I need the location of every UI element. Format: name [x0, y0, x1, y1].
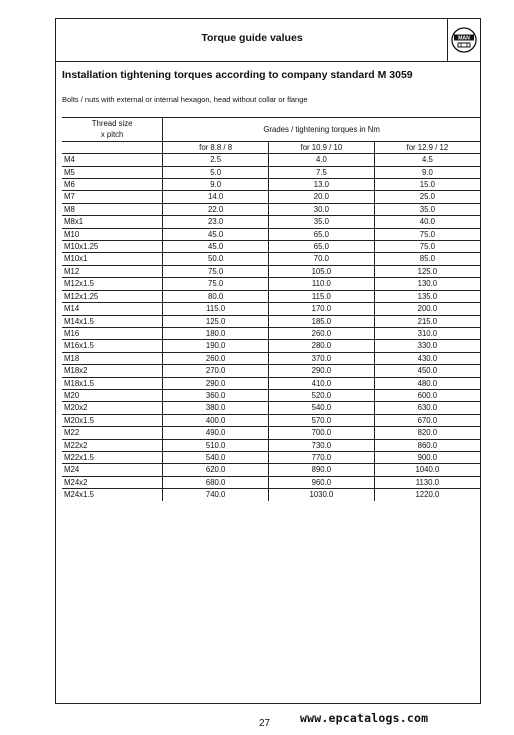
torque-value-cell: 75.0: [374, 241, 480, 253]
torque-value-cell: 23.0: [163, 216, 269, 228]
torque-value-cell: 215.0: [374, 315, 480, 327]
torque-value-cell: 9.0: [163, 179, 269, 191]
thread-size-cell: M18x1.5: [62, 377, 163, 389]
table-row: [62, 166, 480, 178]
table-row: [62, 191, 480, 203]
torque-value-cell: 410.0: [269, 377, 375, 389]
thread-size-cell: M22x2: [62, 439, 163, 451]
torque-value-cell: 14.0: [163, 191, 269, 203]
torque-value-cell: 110.0: [269, 278, 375, 290]
man-logo-icon: [451, 26, 477, 54]
thread-size-cell: M18: [62, 352, 163, 364]
torque-value-cell: 890.0: [269, 464, 375, 476]
table-row: [62, 303, 480, 315]
torque-value-cell: 770.0: [269, 451, 375, 463]
torque-value-cell: 700.0: [269, 427, 375, 439]
torque-value-cell: 280.0: [269, 340, 375, 352]
torque-value-cell: 360.0: [163, 389, 269, 401]
table-row: [62, 216, 480, 228]
thread-size-header: [62, 118, 163, 142]
table-row: [62, 489, 480, 501]
page-number: 27: [259, 718, 271, 729]
torque-value-cell: 900.0: [374, 451, 480, 463]
torque-value-cell: 510.0: [163, 439, 269, 451]
grade-header-12-9: for 12.9 / 12: [374, 141, 480, 153]
thread-size-cell: M24x1.5: [62, 489, 163, 501]
thread-size-cell: M14: [62, 303, 163, 315]
torque-value-cell: 35.0: [269, 216, 375, 228]
table-row: [62, 241, 480, 253]
table-row: [62, 414, 480, 426]
table-row: [62, 265, 480, 277]
torque-table-body: [62, 154, 480, 501]
table-row: [62, 451, 480, 463]
torque-value-cell: 15.0: [374, 179, 480, 191]
torque-value-cell: 290.0: [163, 377, 269, 389]
torque-value-cell: 600.0: [374, 389, 480, 401]
thread-size-cell: M12x1.25: [62, 290, 163, 302]
torque-value-cell: 75.0: [163, 278, 269, 290]
torque-value-cell: 115.0: [163, 303, 269, 315]
torque-value-cell: 960.0: [269, 476, 375, 488]
torque-value-cell: 190.0: [163, 340, 269, 352]
torque-value-cell: 450.0: [374, 365, 480, 377]
torque-table: [62, 117, 480, 501]
pitch-label: x pitch: [100, 130, 124, 140]
thread-size-cell: M24x2: [62, 476, 163, 488]
torque-value-cell: 9.0: [374, 166, 480, 178]
table-row: [62, 179, 480, 191]
table-row: [62, 315, 480, 327]
thread-size-cell: M12: [62, 265, 163, 277]
torque-value-cell: 4.5: [374, 154, 480, 166]
man-logo: [447, 19, 481, 61]
torque-value-cell: 50.0: [163, 253, 269, 265]
torque-value-cell: 400.0: [163, 414, 269, 426]
torque-value-cell: 730.0: [269, 439, 375, 451]
grade-header-8-8: for 8.8 / 8: [163, 141, 269, 153]
table-row: [62, 439, 480, 451]
thread-size-cell: M24: [62, 464, 163, 476]
watermark: www.epcatalogs.com: [300, 711, 429, 725]
torque-value-cell: 1040.0: [374, 464, 480, 476]
table-row: [62, 154, 480, 166]
thread-size-cell: M8: [62, 203, 163, 215]
page-header: [56, 19, 480, 62]
thread-size-cell: M18x2: [62, 365, 163, 377]
torque-value-cell: 620.0: [163, 464, 269, 476]
torque-value-cell: 135.0: [374, 290, 480, 302]
torque-value-cell: 4.0: [269, 154, 375, 166]
torque-value-cell: 75.0: [374, 228, 480, 240]
page-frame: [55, 18, 481, 704]
table-row: [62, 290, 480, 302]
torque-value-cell: 670.0: [374, 414, 480, 426]
torque-value-cell: 180.0: [163, 327, 269, 339]
header-blank-cell: [62, 141, 163, 153]
table-row: [62, 377, 480, 389]
thread-size-cell: M10x1.25: [62, 241, 163, 253]
table-row: [62, 203, 480, 215]
thread-size-cell: M8x1: [62, 216, 163, 228]
section-subtitle: Bolts / nuts with external or internal hexagon, head without collar or flange: [62, 95, 308, 104]
thread-size-cell: M5: [62, 166, 163, 178]
torque-value-cell: 860.0: [374, 439, 480, 451]
table-row: [62, 365, 480, 377]
torque-value-cell: 1220.0: [374, 489, 480, 501]
torque-value-cell: 115.0: [269, 290, 375, 302]
torque-value-cell: 430.0: [374, 352, 480, 364]
torque-value-cell: 260.0: [269, 327, 375, 339]
torque-value-cell: 310.0: [374, 327, 480, 339]
torque-value-cell: 5.0: [163, 166, 269, 178]
torque-value-cell: 370.0: [269, 352, 375, 364]
thread-size-cell: M16: [62, 327, 163, 339]
thread-size-cell: M7: [62, 191, 163, 203]
torque-value-cell: 65.0: [269, 241, 375, 253]
thread-size-cell: M22x1.5: [62, 451, 163, 463]
torque-value-cell: 540.0: [163, 451, 269, 463]
thread-size-cell: M20: [62, 389, 163, 401]
thread-size-cell: M14x1.5: [62, 315, 163, 327]
torque-value-cell: 740.0: [163, 489, 269, 501]
torque-value-cell: 130.0: [374, 278, 480, 290]
section-title: Installation tightening torques according to company standard M 3059: [62, 69, 413, 81]
grades-header: Grades / tightening torques in Nm: [163, 118, 480, 142]
torque-value-cell: 125.0: [163, 315, 269, 327]
torque-value-cell: 200.0: [374, 303, 480, 315]
table-row: [62, 389, 480, 401]
torque-value-cell: 270.0: [163, 365, 269, 377]
table-row: [62, 464, 480, 476]
thread-size-label: Thread size: [91, 119, 133, 128]
torque-value-cell: 2.5: [163, 154, 269, 166]
torque-value-cell: 480.0: [374, 377, 480, 389]
torque-value-cell: 85.0: [374, 253, 480, 265]
torque-value-cell: 75.0: [163, 265, 269, 277]
torque-value-cell: 630.0: [374, 402, 480, 414]
man-logo-text: MAN: [458, 35, 470, 42]
grade-header-10-9: for 10.9 / 10: [269, 141, 375, 153]
torque-value-cell: 45.0: [163, 228, 269, 240]
torque-value-cell: 65.0: [269, 228, 375, 240]
torque-value-cell: 30.0: [269, 203, 375, 215]
torque-value-cell: 170.0: [269, 303, 375, 315]
torque-value-cell: 20.0: [269, 191, 375, 203]
torque-value-cell: 105.0: [269, 265, 375, 277]
table-row: [62, 327, 480, 339]
table-row: [62, 476, 480, 488]
thread-size-cell: M6: [62, 179, 163, 191]
torque-value-cell: 290.0: [269, 365, 375, 377]
torque-value-cell: 540.0: [269, 402, 375, 414]
torque-value-cell: 570.0: [269, 414, 375, 426]
table-row: [62, 402, 480, 414]
torque-value-cell: 520.0: [269, 389, 375, 401]
torque-value-cell: 45.0: [163, 241, 269, 253]
torque-value-cell: 330.0: [374, 340, 480, 352]
thread-size-cell: M20x1.5: [62, 414, 163, 426]
torque-value-cell: 125.0: [374, 265, 480, 277]
torque-value-cell: 40.0: [374, 216, 480, 228]
torque-value-cell: 380.0: [163, 402, 269, 414]
torque-value-cell: 35.0: [374, 203, 480, 215]
torque-value-cell: 185.0: [269, 315, 375, 327]
torque-value-cell: 22.0: [163, 203, 269, 215]
thread-size-cell: M10x1: [62, 253, 163, 265]
torque-value-cell: 80.0: [163, 290, 269, 302]
table-row: [62, 352, 480, 364]
table-row: [62, 278, 480, 290]
torque-value-cell: 1130.0: [374, 476, 480, 488]
torque-value-cell: 820.0: [374, 427, 480, 439]
torque-value-cell: 70.0: [269, 253, 375, 265]
torque-value-cell: 260.0: [163, 352, 269, 364]
thread-size-cell: M16x1.5: [62, 340, 163, 352]
torque-value-cell: 1030.0: [269, 489, 375, 501]
thread-size-cell: M22: [62, 427, 163, 439]
thread-size-cell: M12x1.5: [62, 278, 163, 290]
thread-size-cell: M10: [62, 228, 163, 240]
torque-value-cell: 490.0: [163, 427, 269, 439]
table-row: [62, 427, 480, 439]
table-row: [62, 253, 480, 265]
torque-value-cell: 13.0: [269, 179, 375, 191]
torque-value-cell: 680.0: [163, 476, 269, 488]
thread-size-cell: M20x2: [62, 402, 163, 414]
table-row: [62, 340, 480, 352]
thread-size-cell: M4: [62, 154, 163, 166]
torque-value-cell: 25.0: [374, 191, 480, 203]
page-title: Torque guide values: [201, 32, 303, 44]
torque-value-cell: 7.5: [269, 166, 375, 178]
table-row: [62, 228, 480, 240]
